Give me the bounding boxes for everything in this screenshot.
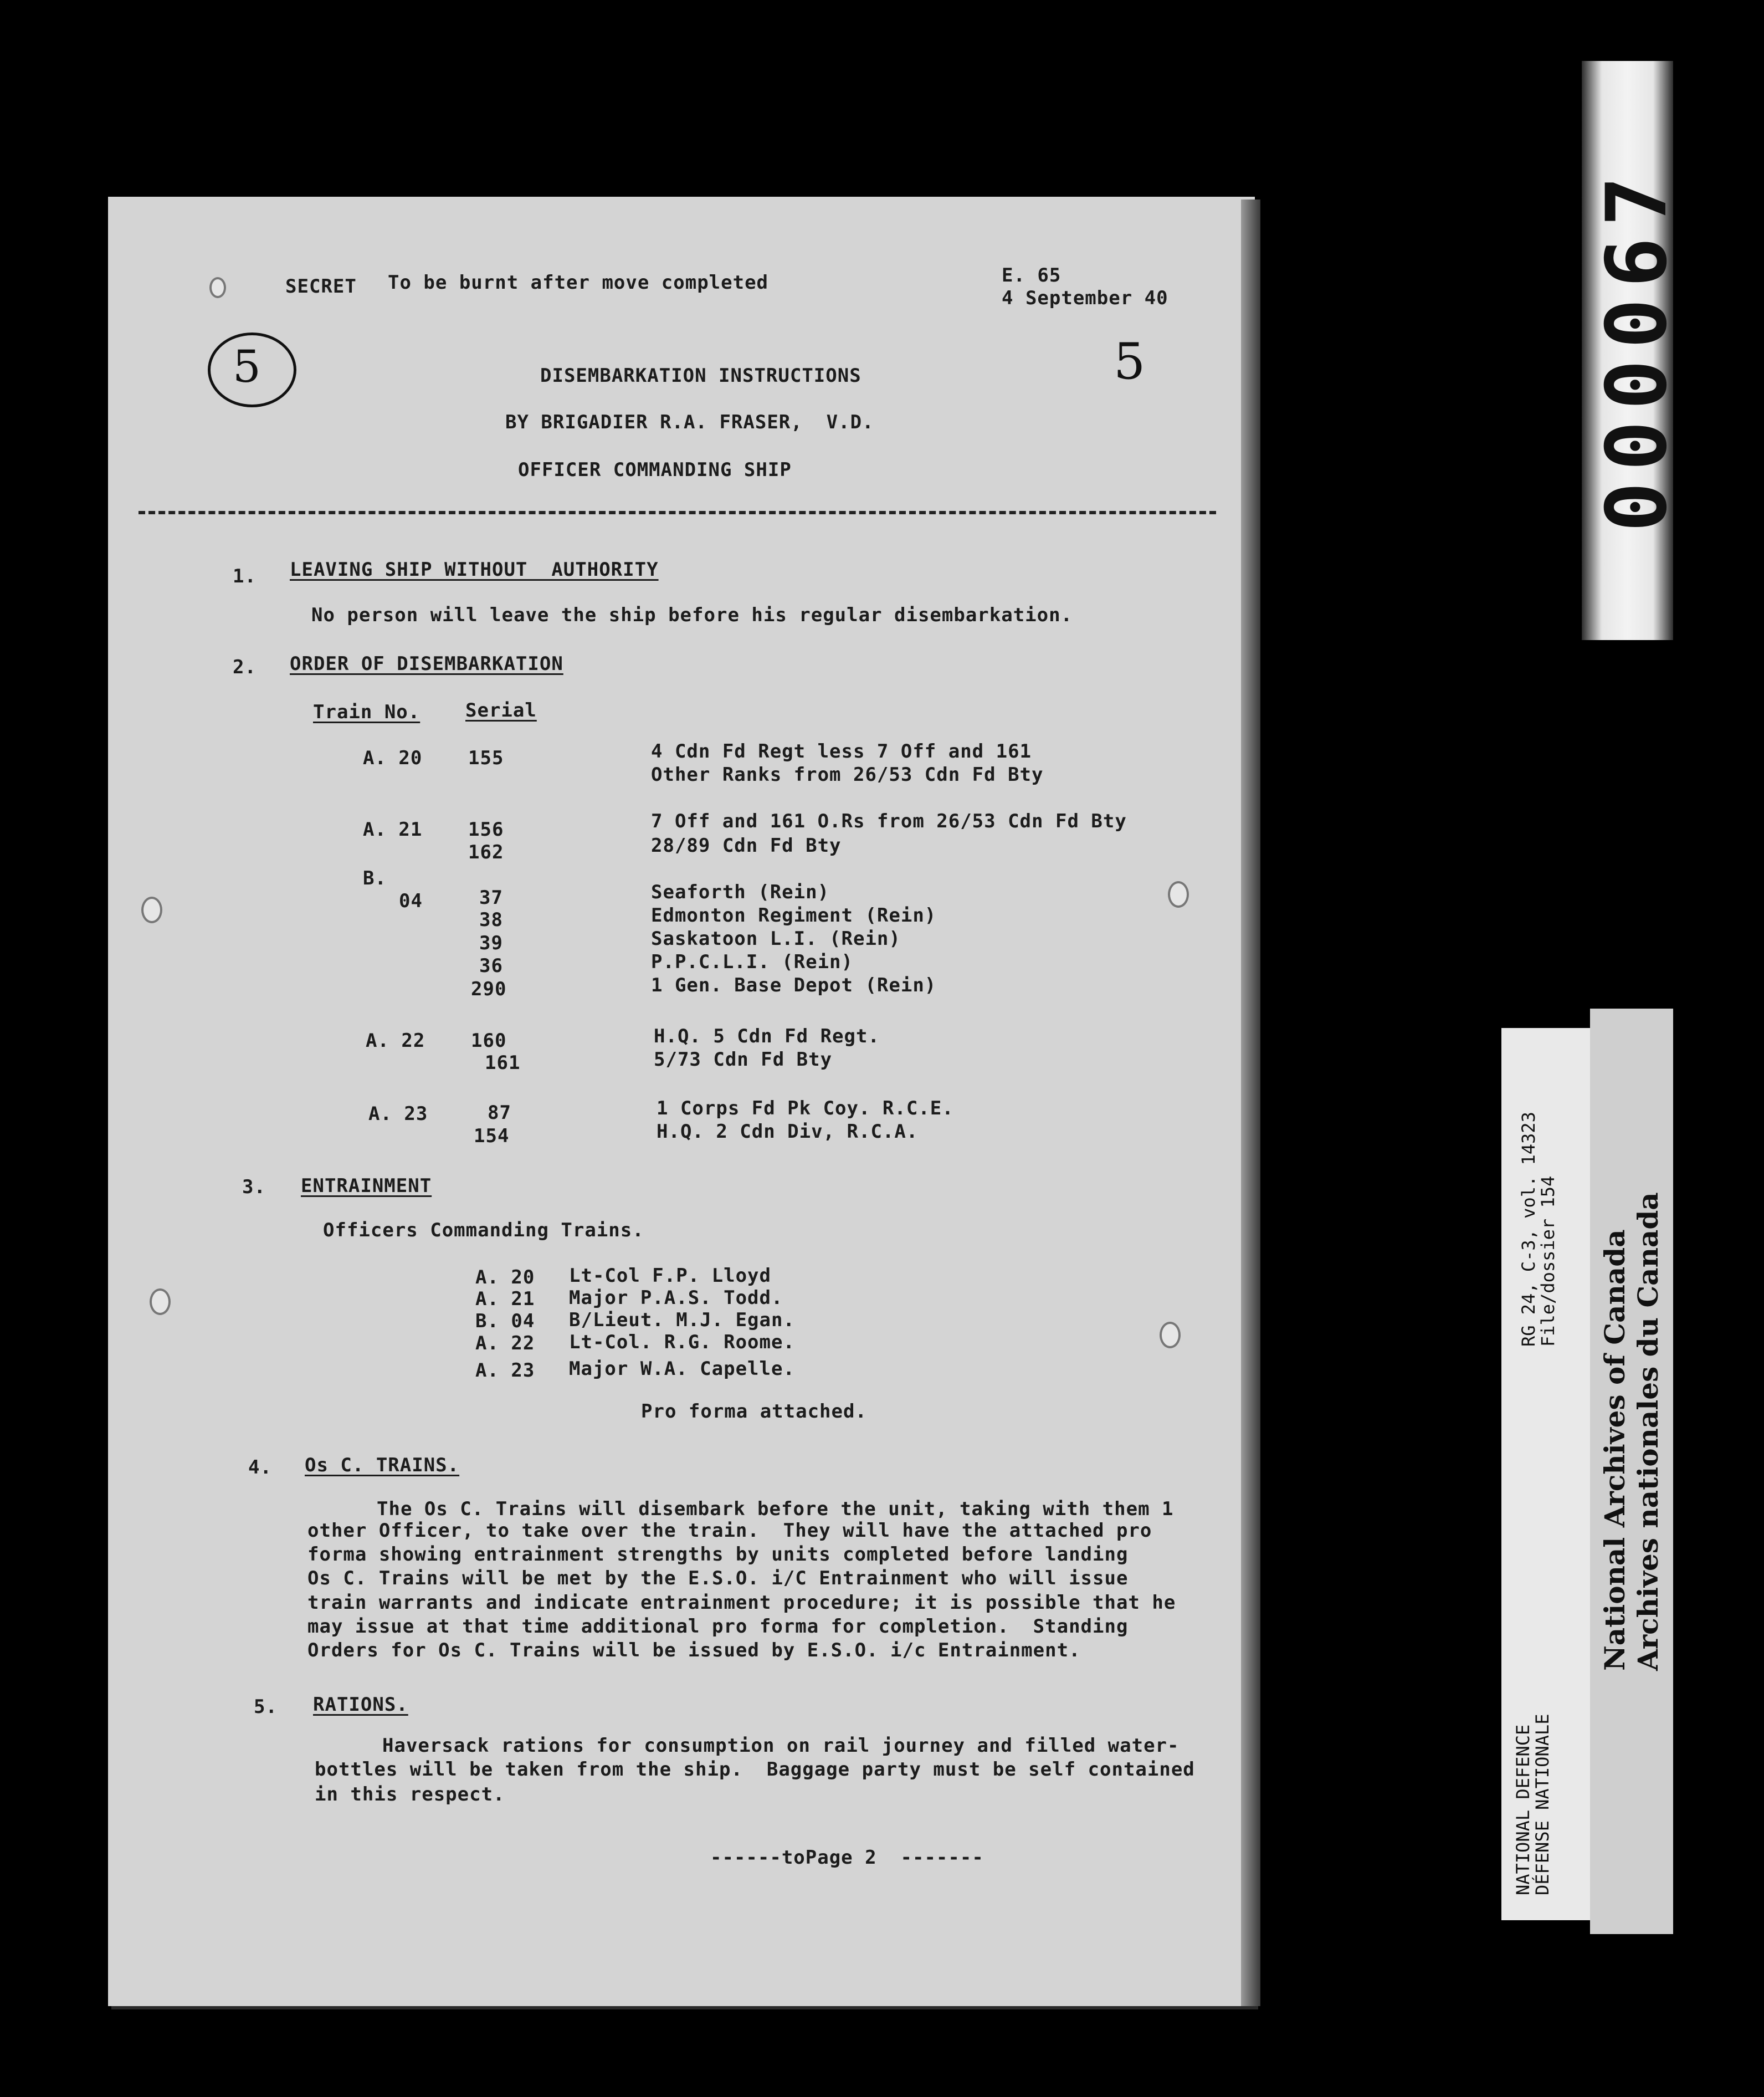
burn-note: To be burnt after move completed (388, 272, 769, 294)
officer-name: Lt-Col. R.G. Roome. (569, 1331, 795, 1353)
officer-train: A. 22 (475, 1332, 535, 1354)
table-cell-unit: 4 Cdn Fd Regt less 7 Off and 161 (651, 740, 1032, 763)
section-4-number: 4. (248, 1456, 272, 1479)
table-cell-train: A. 20 (363, 747, 423, 769)
table-cell-serial: 39 (479, 932, 503, 954)
table-cell-serial: 160 (471, 1030, 507, 1052)
section-5-heading: RATIONS. (313, 1694, 408, 1716)
punch-hole (209, 277, 226, 298)
officer-train: A. 23 (475, 1359, 535, 1382)
table-cell-unit: Other Ranks from 26/53 Cdn Fd Bty (651, 764, 1044, 786)
section-4-line: train warrants and indicate entrainment procedure; it is possible that he (307, 1592, 1176, 1614)
table-cell-serial: 154 (474, 1125, 510, 1147)
table-cell-serial: 36 (479, 955, 503, 977)
section-4-line: other Officer, to take over the train. They will have the attached pro (307, 1520, 1152, 1542)
table-cell-serial: 290 (471, 978, 507, 1000)
table-cell-unit: H.Q. 5 Cdn Fd Regt. (654, 1025, 880, 1047)
label-archives-line-1: National Archives of Canada (1598, 1229, 1631, 1671)
section-5-line: Haversack rations for consumption on rail journey and filled water- (382, 1735, 1180, 1757)
section-1-text: No person will leave the ship before his regular disembarkation. (311, 604, 1073, 626)
title-line-2: BY BRIGADIER R.A. FRASER, V.D. (505, 411, 874, 433)
section-5-number: 5. (254, 1696, 278, 1718)
punch-hole (1168, 881, 1189, 908)
table-cell-train: A. 23 (368, 1103, 428, 1125)
table-cell-unit: 28/89 Cdn Fd Bty (651, 835, 842, 857)
officer-train: A. 21 (475, 1288, 535, 1310)
document-date: 4 September 40 (1002, 287, 1168, 309)
label-ref-line-2: File/dossier 154 (1537, 1175, 1558, 1347)
secret-label: SECRET (285, 275, 357, 298)
section-5-line: in this respect. (315, 1783, 505, 1806)
label-defence-line-2: DÉFENSE NATIONALE (1532, 1714, 1553, 1895)
table-cell-serial: 155 (468, 747, 504, 769)
pro-forma-note: Pro forma attached. (641, 1400, 867, 1423)
page-edge (1241, 200, 1260, 2006)
punch-hole (1160, 1322, 1181, 1348)
officer-name: Major P.A.S. Todd. (569, 1287, 783, 1309)
label-defence-line-1: NATIONAL DEFENCE (1512, 1724, 1534, 1895)
section-4-line: The Os C. Trains will disembark before the unit, taking with them 1 (377, 1498, 1174, 1520)
column-header-serial: Serial (465, 699, 537, 722)
section-2-number: 2. (233, 656, 257, 678)
officer-name: B/Lieut. M.J. Egan. (569, 1309, 795, 1331)
section-4-line: Orders for Os C. Trains will be issued by E.S.O. i/c Entrainment. (307, 1639, 1081, 1661)
section-1-heading: LEAVING SHIP WITHOUT AUTHORITY (290, 559, 659, 581)
table-cell-unit: 1 Gen. Base Depot (Rein) (651, 974, 937, 996)
table-cell-unit: 1 Corps Fd Pk Coy. R.C.E. (657, 1097, 954, 1119)
dashed-divider (139, 511, 1216, 514)
section-1-number: 1. (233, 565, 257, 587)
section-2-heading: ORDER OF DISEMBARKATION (290, 653, 563, 675)
officer-name: Major W.A. Capelle. (569, 1358, 795, 1380)
section-4-line: may issue at that time additional pro forma for completion. Standing (307, 1615, 1129, 1638)
table-cell-train: A. 22 (366, 1030, 425, 1052)
table-cell-serial: 87 (488, 1102, 511, 1124)
section-3-number: 3. (242, 1176, 266, 1198)
table-cell-unit: 7 Off and 161 O.Rs from 26/53 Cdn Fd Bty (651, 810, 1127, 832)
officer-train: A. 20 (475, 1266, 535, 1288)
table-cell-unit: Edmonton Regiment (Rein) (651, 904, 937, 927)
table-cell-unit: Saskatoon L.I. (Rein) (651, 928, 901, 950)
table-cell-unit: H.Q. 2 Cdn Div, R.C.A. (657, 1121, 919, 1143)
section-4-line: forma showing entrainment strengths by units completed before landing (307, 1543, 1129, 1566)
table-cell-unit: Seaforth (Rein) (651, 881, 830, 903)
officer-name: Lt-Col F.P. Lloyd (569, 1265, 771, 1287)
section-5-line: bottles will be taken from the ship. Baggage party must be self contained (315, 1758, 1195, 1781)
circled-page-number: 5 (208, 333, 296, 407)
table-cell-serial: 162 (468, 841, 504, 863)
table-cell-serial: 38 (479, 909, 503, 931)
punch-hole (141, 897, 162, 923)
table-cell-serial: 156 (468, 819, 504, 841)
table-cell-train: B. (363, 867, 387, 889)
table-cell-serial: 37 (479, 887, 503, 909)
label-archives-line-2: Archives nationales du Canada (1632, 1192, 1664, 1671)
section-4-heading: Os C. TRAINS. (305, 1454, 460, 1476)
title-line-3: OFFICER COMMANDING SHIP (518, 459, 792, 481)
handwritten-page-number: 5 (1114, 333, 1146, 391)
section-3-intro: Officers Commanding Trains. (323, 1219, 644, 1241)
frame-number: 000067 (1589, 165, 1685, 533)
table-cell-train: 04 (399, 890, 423, 912)
table-cell-unit: 5/73 Cdn Fd Bty (654, 1048, 833, 1071)
officer-train: B. 04 (475, 1310, 535, 1332)
section-4-line: Os C. Trains will be met by the E.S.O. i/C Entrainment who will issue (307, 1567, 1129, 1589)
table-cell-serial: 161 (485, 1052, 521, 1074)
table-cell-unit: P.P.C.L.I. (Rein) (651, 951, 853, 973)
section-3-heading: ENTRAINMENT (301, 1175, 432, 1197)
continuation-footer: ------toPage 2 ------- (710, 1847, 984, 1869)
label-ref-line-1: RG 24, C-3, vol. 14323 (1518, 1112, 1539, 1347)
document-ref: E. 65 (1002, 264, 1062, 287)
title-line-1: DISEMBARKATION INSTRUCTIONS (540, 365, 862, 387)
table-cell-train: A. 21 (363, 819, 423, 841)
punch-hole (150, 1288, 171, 1315)
column-header-train: Train No. (313, 701, 421, 723)
